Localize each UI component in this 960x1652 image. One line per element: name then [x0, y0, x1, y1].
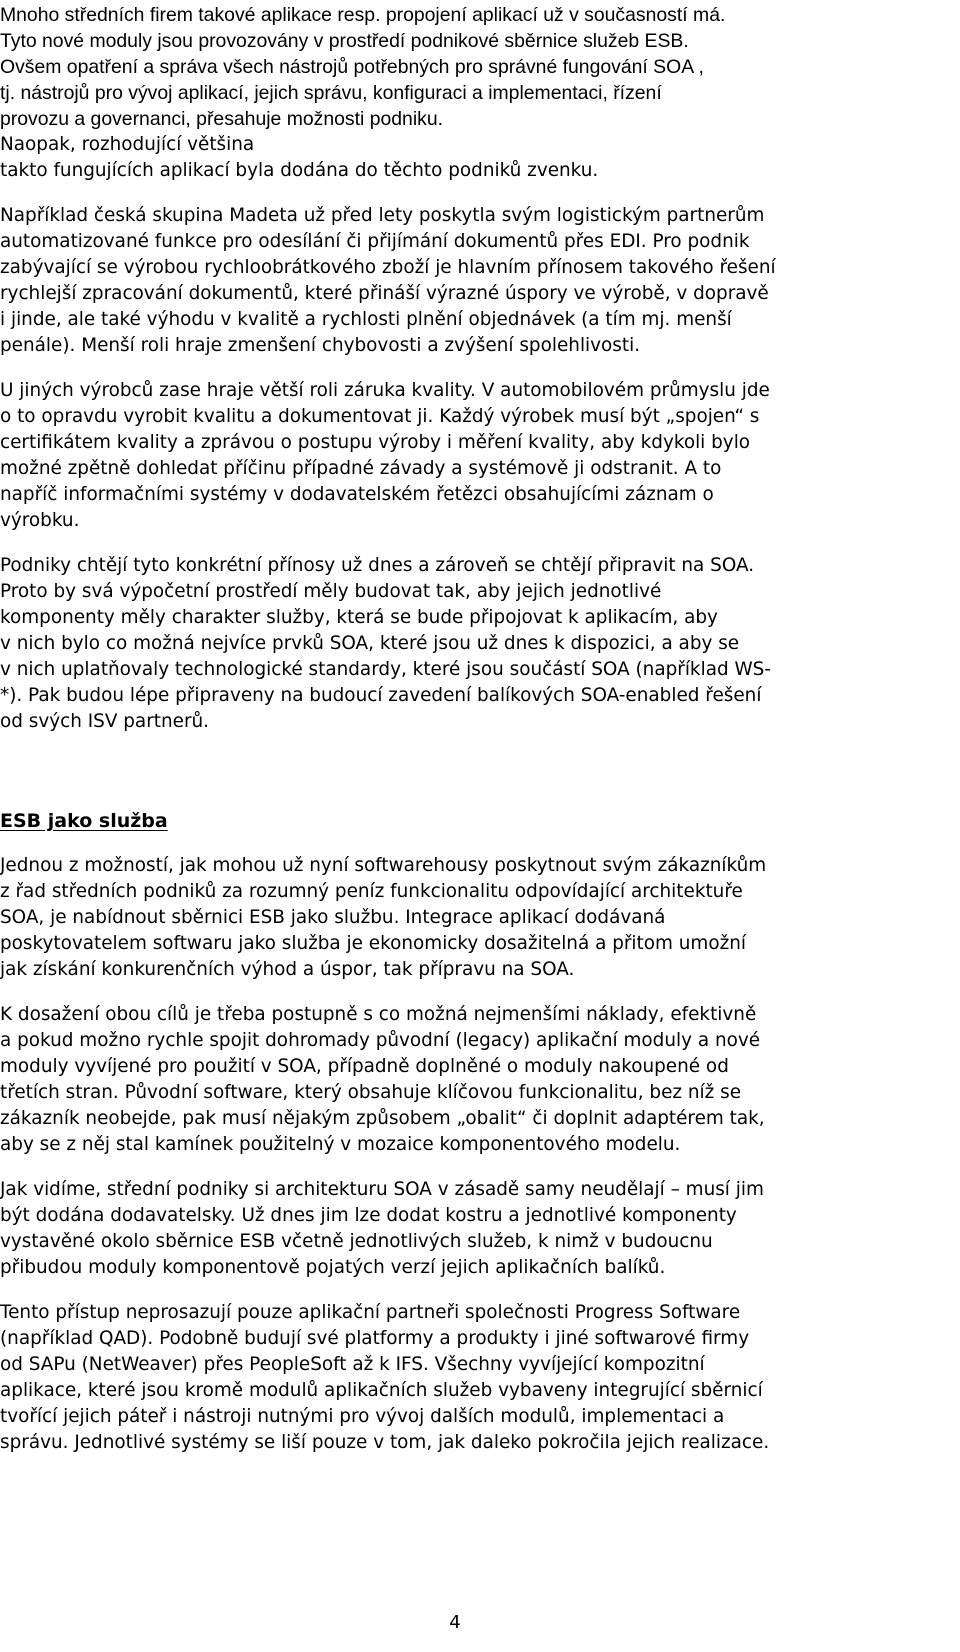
paragraph-esb-service: Jednou z možností, jak mohou už nyní softwarehousy poskytnout svým zákazníkům z řad středních podniků za rozumný peníz funkcionalitu odpovídající architektuře SOA, je nabídnout sběrnici ESB jako službu. Integrace aplikací dodávaná poskytovatelem softwaru jako služba je ekonomicky dosažitelná a přitom umožní jak získání konkurenčních výhod a úspor, tak přípravu na SOA.	[0, 855, 767, 980]
paragraph-madeta: Například česká skupina Madeta už před lety poskytla svým logistickým partnerům automatizované funkce pro odesílání či přijímání dokumentů přes EDI. Pro podnik zabývající se výrobou rychloobrátkového zboží je hlavním přínosem takového řešení rychlejší zpracování dokumentů, které přináší výrazné úspory ve výrobě, v dopravě i jinde, ale také výhodu v kvalitě a rychlosti plnění objednávek (a tím mj. menší penále). Menší roli hraje zmenšení chybovosti a zvýšení spolehlivosti.	[0, 205, 776, 356]
paragraph-quality: U jiných výrobců zase hraje větší roli záruka kvality. V automobilovém průmyslu jde o to opravdu vyrobit kvalitu a dokumentovat ji. Každý výrobek musí být „spojen“ s certifikátem kvality a zprávou o postupu výroby i měření kvality, aby kdykoli bylo možné zpětně dohledat příčinu případné závady a systémově ji odstranit. A to napříč informačními systémy v dodavatelském řetězci obsahujícími záznam o výrobku.	[0, 380, 770, 531]
paragraph-intro: Mnoho středních firem takové aplikace resp. propojení aplikací už v současností má. Tyto nové moduly jsou provozovány v prostředí podnikové sběrnice služeb ESB. Ovšem opatření a správa všech nástrojů potřebných pro správné fungování SOA , tj. nástrojů pro vývoj aplikací, jejich správu, konfiguraci a implementaci, řízení provozu a governanci, přesahuje možnosti podniku.	[0, 4, 726, 130]
paragraph-intro-continued: Naopak, rozhodující většina takto fungujících aplikací byla dodána do těchto podniků zvenku.	[0, 134, 599, 181]
paragraph-goals: K dosažení obou cílů je třeba postupně s co možná nejmenšími náklady, efektivně a pokud možno rychle spojit dohromady původní (legacy) aplikační moduly a nové moduly vyvíjené pro použití v SOA, případně doplněné o moduly nakoupené od třetích stran. Původní software, který obsahuje klíčovou funkcionalitu, bez níž se zákazník neobejde, pak musí nějakým způsobem „obalit“ či doplnit adaptérem tak, aby se z něj stal kamínek použitelný v mozaice komponentového modelu.	[0, 1004, 765, 1155]
paragraph-soa-preparation: Podniky chtějí tyto konkrétní přínosy už dnes a zároveň se chtějí připravit na SOA. Proto by svá výpočetní prostředí měly budovat tak, aby jejich jednotlivé komponenty měly charakter služby, která se bude připojovat k aplikacím, aby v nich bylo co možná nejvíce prvků SOA, které jsou už dnes k dispozici, a aby se v nich uplatňovaly technologické standardy, které jsou součástí SOA (například WS- *). Pak budou lépe připraveny na budoucí zavedení balíkových SOA-enabled řešení od svých ISV partnerů.	[0, 555, 771, 732]
section-heading: ESB jako služba	[0, 810, 168, 832]
paragraph-approach: Tento přístup neprosazují pouze aplikační partneři společnosti Progress Software (například QAD). Podobně budují své platformy a produkty i jiné softwarové firmy od SAPu (NetWeaver) přes PeopleSoft až k IFS. Všechny vyvíjející kompozitní aplikace, které jsou kromě modulů aplikačních služeb vybaveny integrující sběrnicí tvořící jejich páteř i nástroji nutnými pro vývoj dalších modulů, implementaci a správu. Jednotlivé systémy se liší pouze v tom, jak daleko pokročila jejich realizace.	[0, 1302, 770, 1453]
page-number: 4	[449, 1612, 461, 1633]
paragraph-midsize: Jak vidíme, střední podniky si architekturu SOA v zásadě samy neudělají – musí jim být dodána dodavatelsky. Už dnes jim lze dodat kostru a jednotlivé komponenty vystavěné okolo sběrnice ESB včetně jednotlivých služeb, k nimž v budoucnu přibudou moduly komponentově pojatých verzí jejich aplikačních balíků.	[0, 1179, 764, 1278]
